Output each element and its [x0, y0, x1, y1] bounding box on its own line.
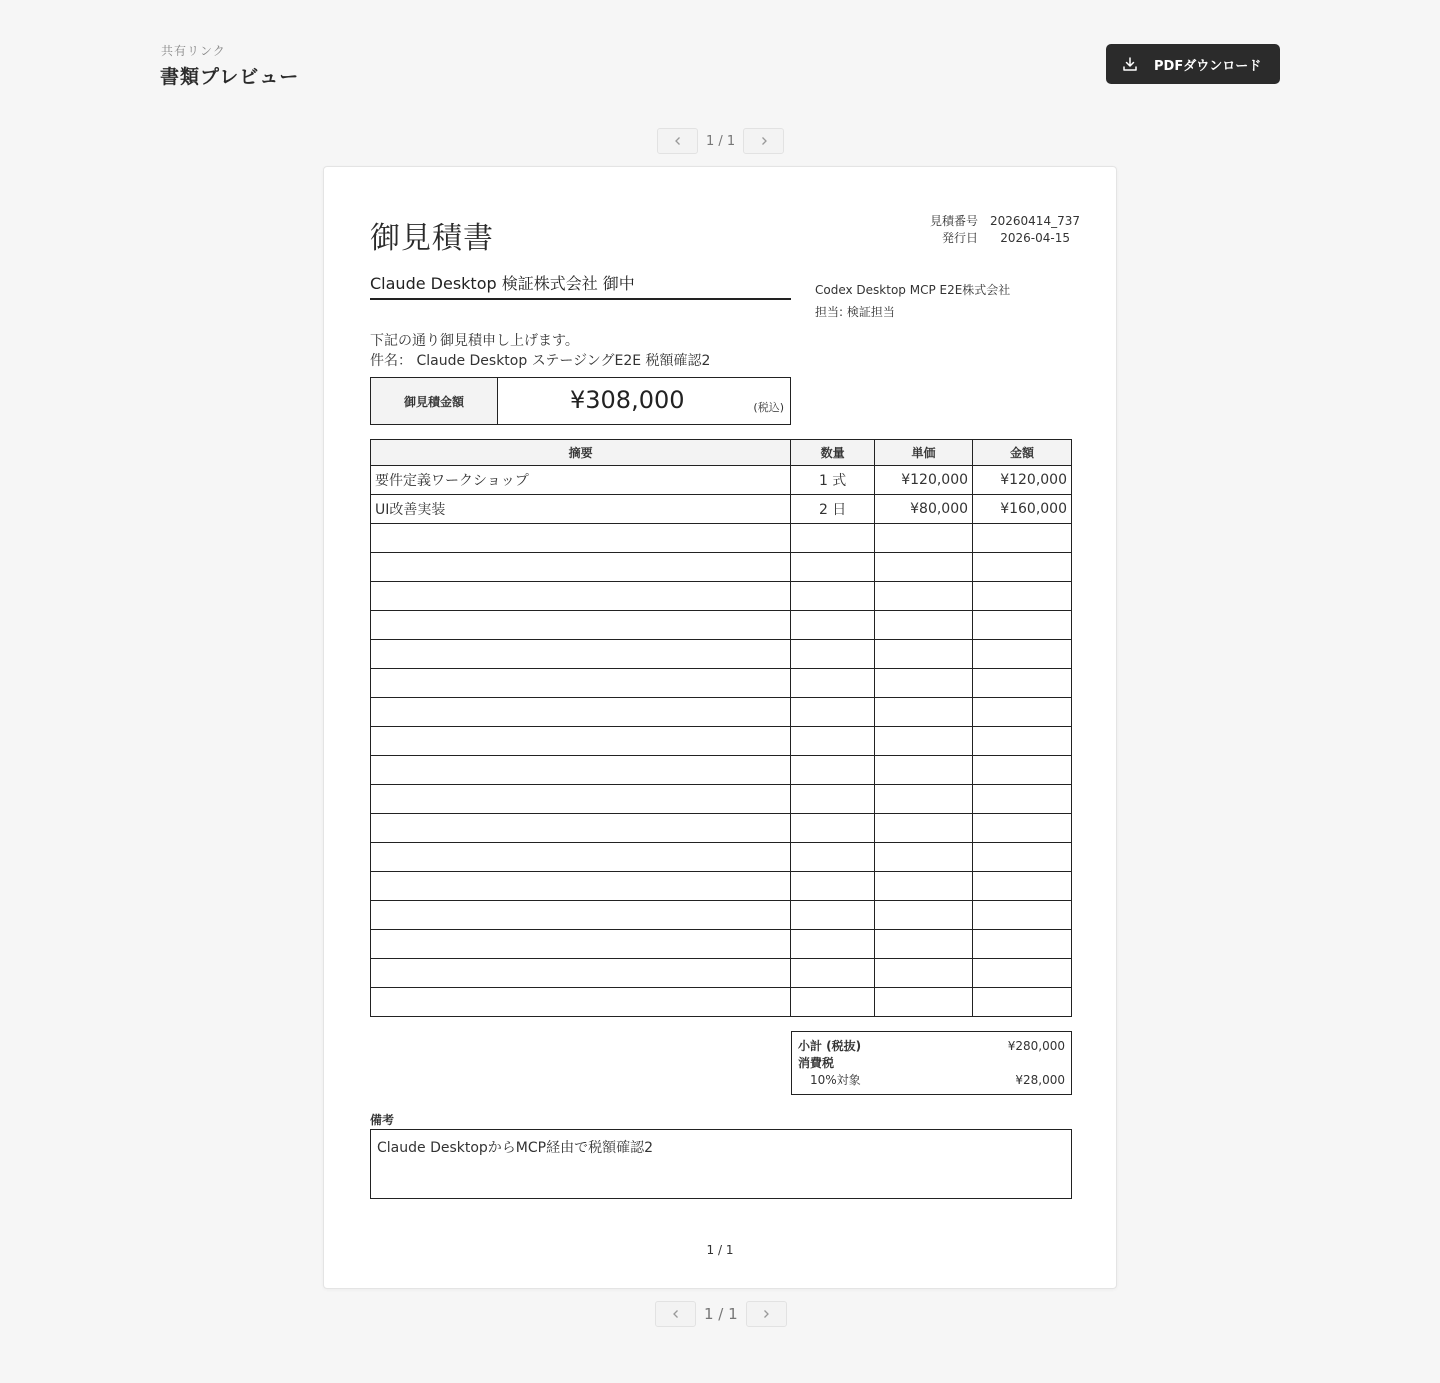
cell-description	[371, 727, 791, 756]
table-row	[371, 495, 1072, 524]
cell-unit-price	[875, 756, 973, 785]
cell-description	[371, 669, 791, 698]
cell-unit-price	[875, 727, 973, 756]
cell-quantity	[791, 698, 875, 727]
cell-quantity	[791, 872, 875, 901]
cell-unit-price	[875, 553, 973, 582]
pager-bottom	[655, 1301, 787, 1327]
cell-amount: ¥160,000	[973, 495, 1072, 524]
tax-rate-label: 10%対象	[810, 1073, 861, 1087]
cell-description	[371, 930, 791, 959]
cell-amount	[973, 582, 1072, 611]
table-row	[371, 640, 1072, 669]
document-page	[323, 166, 1117, 1289]
intro-text	[370, 331, 710, 371]
cell-description	[371, 611, 791, 640]
cell-description	[371, 640, 791, 669]
pdf-download-button[interactable]	[1106, 44, 1280, 84]
issuer-contact: 担当: 検証担当	[815, 305, 895, 319]
notes-label: 備考	[370, 1113, 395, 1127]
cell-unit-price	[875, 640, 973, 669]
cell-unit-price	[875, 785, 973, 814]
cell-unit-price	[875, 611, 973, 640]
cell-amount	[973, 785, 1072, 814]
issue-date-value: 2026-04-15	[1000, 231, 1070, 245]
cell-description: UI改善実装	[371, 495, 791, 524]
next-page-button[interactable]	[743, 128, 784, 154]
table-row	[371, 698, 1072, 727]
cell-description	[371, 988, 791, 1017]
table-row	[371, 466, 1072, 495]
pager-top	[657, 128, 784, 154]
table-row	[371, 843, 1072, 872]
cell-unit-price	[875, 872, 973, 901]
tax-rate-value: ¥28,000	[1015, 1073, 1065, 1087]
next-page-button[interactable]	[746, 1301, 787, 1327]
subtotal-value: ¥280,000	[1007, 1039, 1065, 1053]
cell-amount	[973, 901, 1072, 930]
cell-description	[371, 582, 791, 611]
cell-amount	[973, 872, 1072, 901]
cell-quantity	[791, 843, 875, 872]
cell-quantity: 1 式	[791, 466, 875, 495]
cell-unit-price: ¥80,000	[875, 495, 973, 524]
cell-description	[371, 756, 791, 785]
issuer-company: Codex Desktop MCP E2E株式会社	[815, 283, 1011, 297]
cell-quantity	[791, 814, 875, 843]
cell-amount	[973, 553, 1072, 582]
table-row	[371, 553, 1072, 582]
subject-line: 件名： Claude Desktop ステージングE2E 税額確認2	[370, 353, 711, 369]
cell-amount	[973, 814, 1072, 843]
cell-amount	[973, 930, 1072, 959]
cell-quantity	[791, 524, 875, 553]
cell-amount	[973, 611, 1072, 640]
cell-amount	[973, 959, 1072, 988]
page-title: 書類プレビュー	[160, 66, 300, 88]
prev-page-button[interactable]	[655, 1301, 696, 1327]
cell-quantity: 2 日	[791, 495, 875, 524]
cell-description	[371, 553, 791, 582]
header-amount: 金額	[973, 440, 1072, 466]
cell-quantity	[791, 727, 875, 756]
cell-quantity	[791, 988, 875, 1017]
chevron-right-icon	[761, 1309, 771, 1319]
cell-description	[371, 872, 791, 901]
cell-description	[371, 901, 791, 930]
table-row	[371, 611, 1072, 640]
cell-quantity	[791, 553, 875, 582]
cell-amount	[973, 843, 1072, 872]
cell-unit-price	[875, 930, 973, 959]
cell-amount	[973, 988, 1072, 1017]
cell-amount	[973, 756, 1072, 785]
chevron-right-icon	[759, 136, 769, 146]
table-row	[371, 872, 1072, 901]
cell-description	[371, 814, 791, 843]
table-row	[371, 814, 1072, 843]
total-amount-value: ¥308,000	[570, 386, 685, 414]
header-unit-price: 単価	[875, 440, 973, 466]
table-row	[371, 669, 1072, 698]
header-description: 摘要	[371, 440, 791, 466]
cell-unit-price	[875, 814, 973, 843]
cell-description: 要件定義ワークショップ	[371, 466, 791, 495]
chevron-left-icon	[671, 1309, 681, 1319]
issue-date-label: 発行日	[941, 231, 978, 245]
total-amount-box	[370, 377, 791, 425]
table-row	[371, 524, 1072, 553]
cell-unit-price	[875, 669, 973, 698]
cell-quantity	[791, 785, 875, 814]
cell-amount	[973, 698, 1072, 727]
page-indicator: 1 / 1	[706, 133, 736, 149]
cell-description	[371, 785, 791, 814]
intro-line: 下記の通り御見積申し上げます。	[370, 333, 579, 349]
page-indicator: 1 / 1	[704, 1305, 738, 1323]
prev-page-button[interactable]	[657, 128, 698, 154]
cell-unit-price	[875, 524, 973, 553]
cell-quantity	[791, 640, 875, 669]
table-row	[371, 988, 1072, 1017]
cell-unit-price	[875, 959, 973, 988]
table-row	[371, 959, 1072, 988]
table-row	[371, 756, 1072, 785]
table-row	[371, 582, 1072, 611]
table-row	[371, 785, 1072, 814]
document-title: 御見積書	[370, 221, 494, 256]
cell-unit-price	[875, 901, 973, 930]
cell-amount	[973, 640, 1072, 669]
quote-number-label: 見積番号	[929, 214, 978, 228]
cell-amount	[973, 669, 1072, 698]
cell-unit-price	[875, 582, 973, 611]
cell-amount	[973, 727, 1072, 756]
summary-box	[791, 1031, 1072, 1095]
table-header-row	[371, 440, 1072, 466]
table-row	[371, 727, 1072, 756]
cell-quantity	[791, 901, 875, 930]
cell-quantity	[791, 611, 875, 640]
cell-quantity	[791, 582, 875, 611]
issuer-block	[815, 279, 1010, 323]
line-items-table	[370, 439, 1072, 1017]
quote-number-value: 20260414_737	[990, 214, 1080, 228]
cell-unit-price: ¥120,000	[875, 466, 973, 495]
client-name: Claude Desktop 検証株式会社 御中	[370, 271, 791, 300]
tax-included-note: (税込)	[753, 401, 784, 414]
cell-quantity	[791, 959, 875, 988]
cell-description	[371, 843, 791, 872]
download-icon	[1122, 56, 1138, 72]
cell-description	[371, 698, 791, 727]
cell-quantity	[791, 930, 875, 959]
cell-unit-price	[875, 988, 973, 1017]
subtotal-label: 小計 (税抜)	[798, 1039, 862, 1053]
pdf-download-label: PDFダウンロード	[1154, 58, 1262, 74]
cell-description	[371, 959, 791, 988]
cell-quantity	[791, 756, 875, 785]
cell-amount: ¥120,000	[973, 466, 1072, 495]
cell-unit-price	[875, 698, 973, 727]
cell-unit-price	[875, 843, 973, 872]
document-page-number: 1 / 1	[706, 1243, 734, 1257]
chevron-left-icon	[673, 136, 683, 146]
cell-quantity	[791, 669, 875, 698]
table-row	[371, 901, 1072, 930]
document-meta	[928, 213, 1080, 247]
total-amount-label: 御見積金額	[371, 378, 498, 424]
cell-amount	[973, 524, 1072, 553]
header-quantity: 数量	[791, 440, 875, 466]
tax-label: 消費税	[798, 1056, 835, 1070]
cell-description	[371, 524, 791, 553]
notes-box: Claude DesktopからMCP経由で税額確認2	[370, 1129, 1072, 1199]
table-row	[371, 930, 1072, 959]
header-subtitle: 共有リンク	[161, 44, 226, 58]
